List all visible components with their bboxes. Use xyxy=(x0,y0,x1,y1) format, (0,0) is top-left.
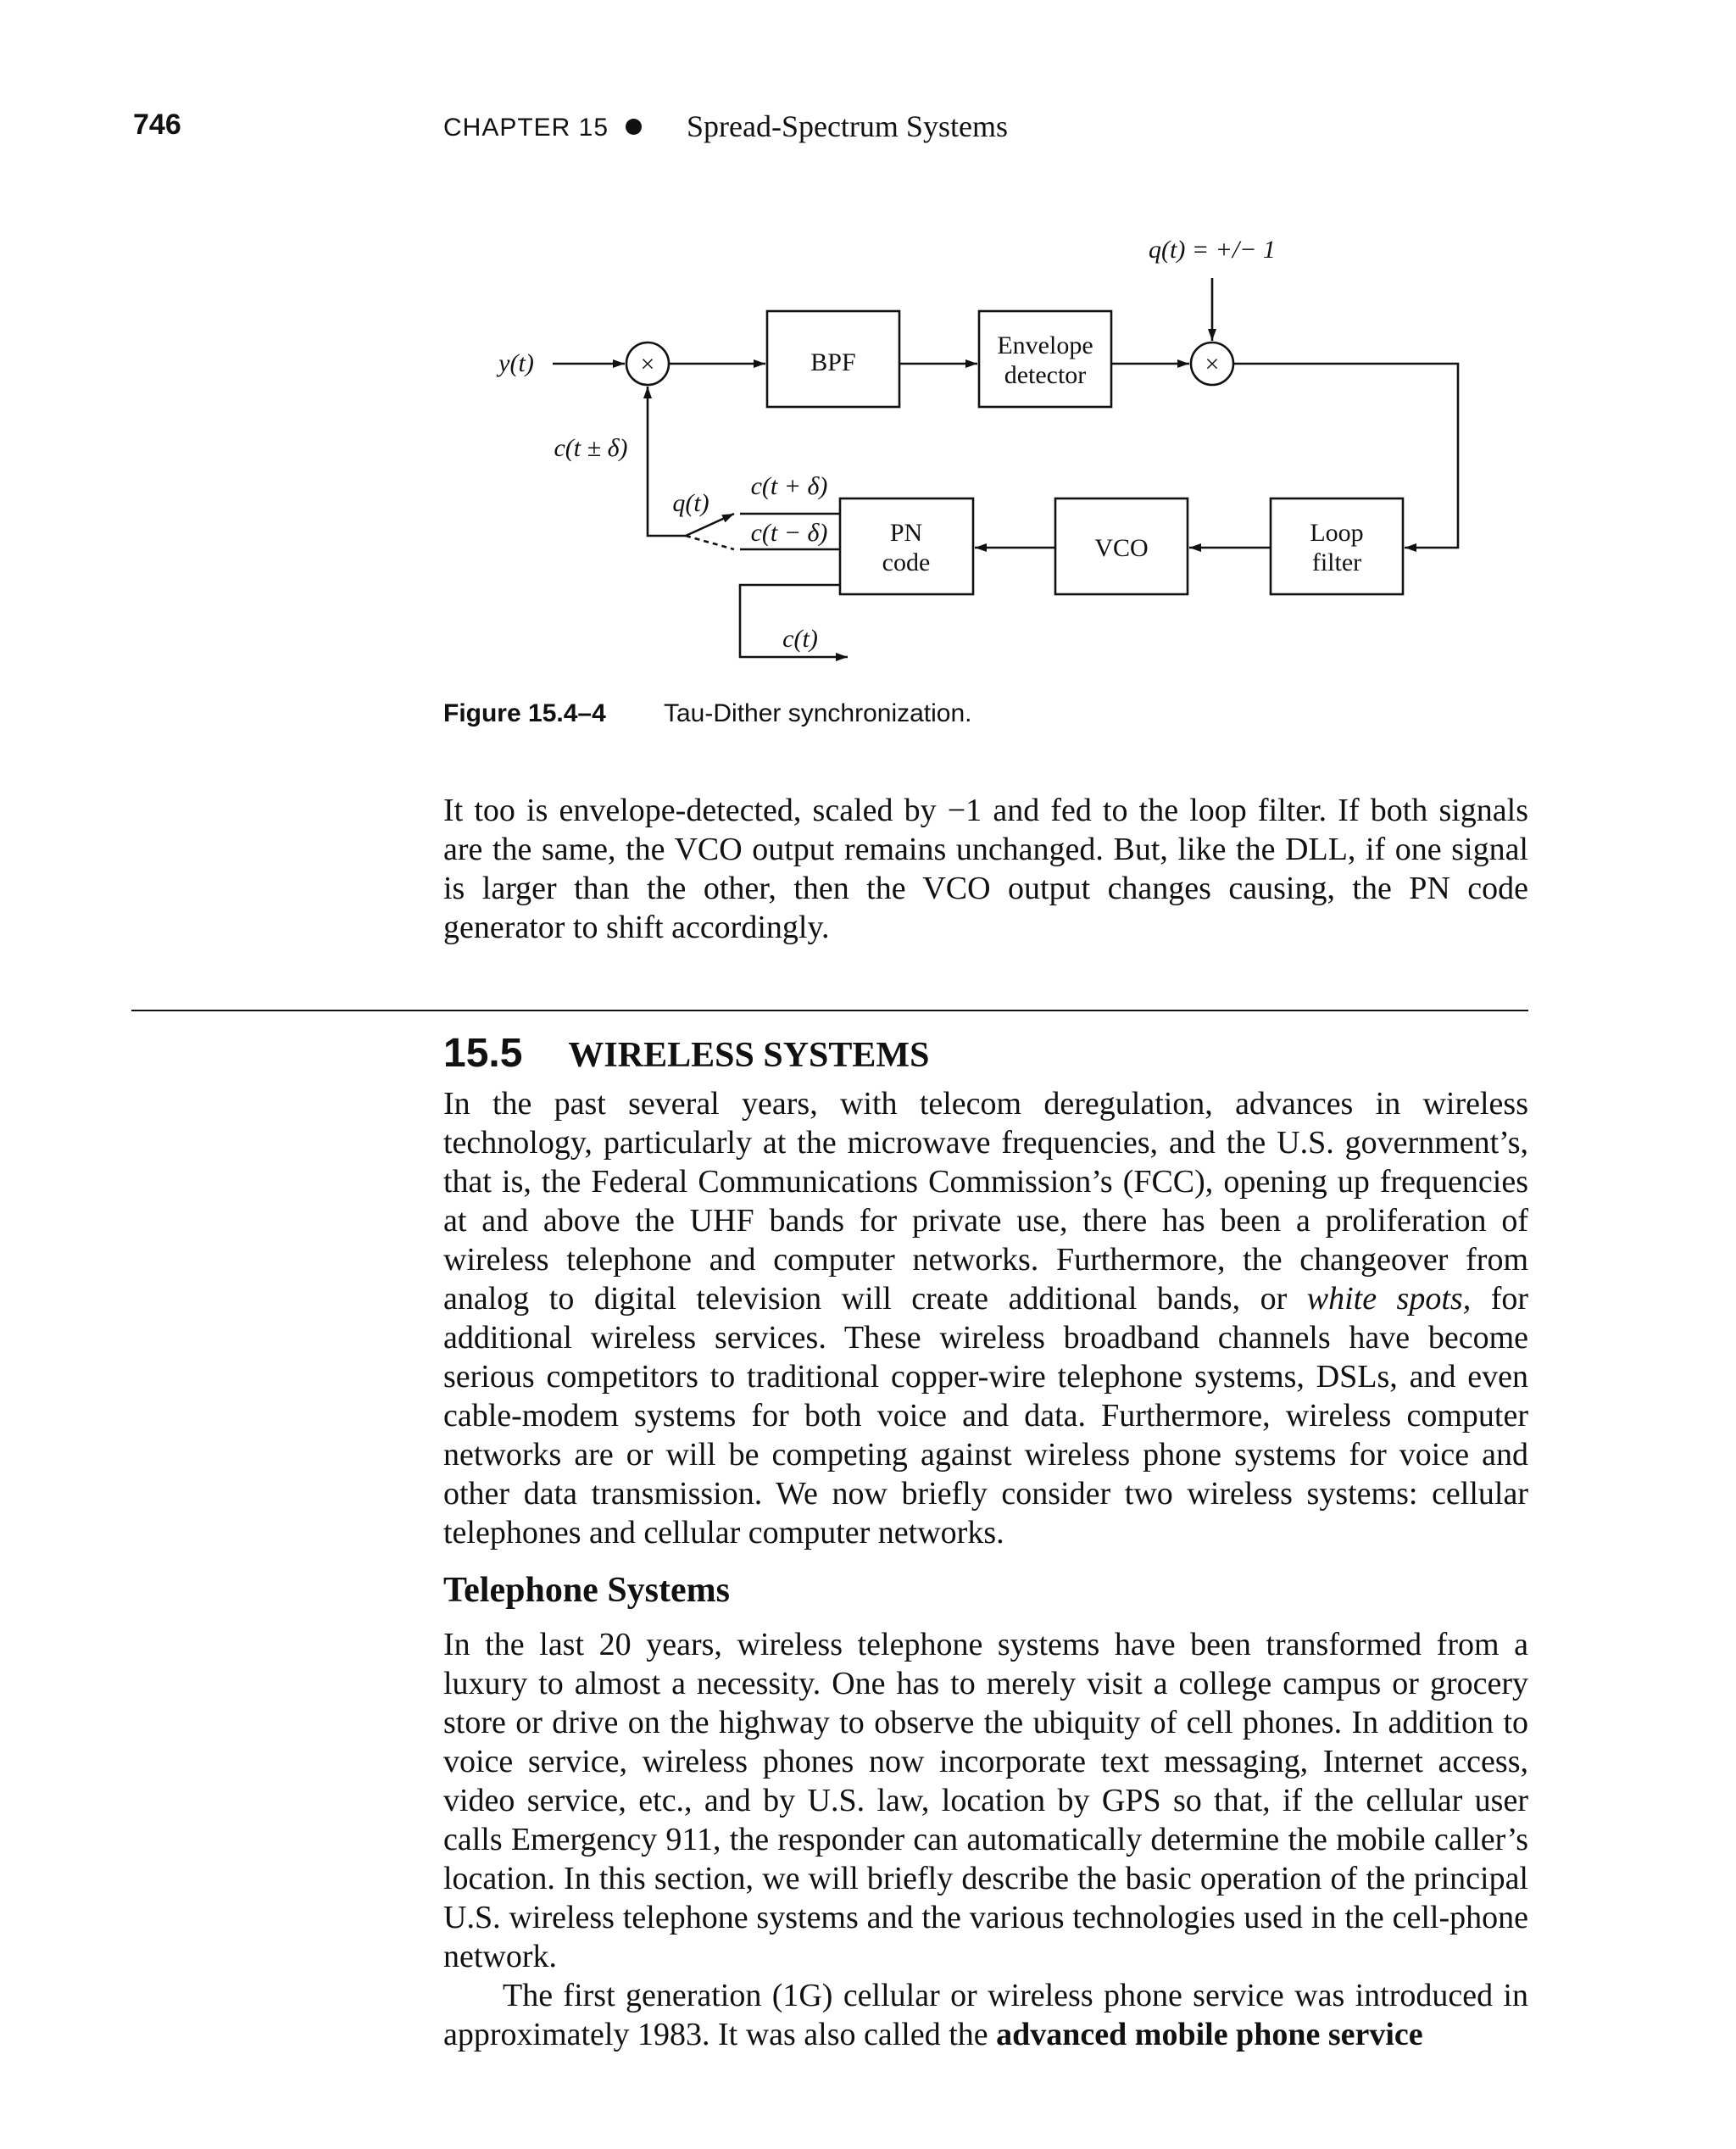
paragraph-wireless xyxy=(443,1084,1528,1552)
q-equation-label: q(t) = +/− 1 xyxy=(1149,236,1276,264)
chapter-label: CHAPTER 15 xyxy=(443,114,609,142)
figure-number: Figure 15.4–4 xyxy=(443,699,606,727)
multiplier-1-symbol: × xyxy=(640,350,655,378)
paragraph-envelope: It too is envelope-detected, scaled by −1 and fed to the loop filter. If both signals are the same, the VCO output remains unchanged. But, like the DLL, if one signal is larger than the other, then the VCO output changes causing, the PN code generator to shift accordingly. xyxy=(443,793,1528,945)
chapter-title: Spread-Spectrum Systems xyxy=(687,109,1008,143)
paragraph-telephone-part-1: In the last 20 years, wireless telephone systems have been transformed from a luxury to almost a necessity. One has to merely visit a college campus or grocery store or drive on the highway to observe the ubiquity of cell phones. In addition to voice service, wireless phones now incorporate text messaging, Internet access, video service, etc., and by U.S. law, location by GPS so that, if the cellular user calls Emergency 911, the responder can automatically determine the mobile caller’s location. In this section, we will briefly describe the basic operation of the principal U.S. wireless telephone systems and the various technologies used in the cell-phone network. xyxy=(443,1627,1528,1974)
tau-dither-diagram xyxy=(0,0,1736,695)
multiplier-2-symbol: × xyxy=(1205,350,1220,378)
amps-term: advanced mobile phone service xyxy=(996,2017,1423,2052)
c-minus-delta-label: c(t − δ) xyxy=(750,519,828,547)
q-switch-label: q(t) xyxy=(672,489,709,517)
input-label: y(t) xyxy=(498,349,534,377)
code-label: code xyxy=(882,548,931,576)
pn-label: PN xyxy=(889,519,923,547)
envelope-label: Envelope xyxy=(997,331,1093,359)
section-divider xyxy=(131,1010,1528,1011)
subsection-title: Telephone Systems xyxy=(443,1571,730,1610)
bpf-label: BPF xyxy=(810,348,856,376)
section-heading xyxy=(443,1030,929,1077)
white-spots-term: white spots, xyxy=(1306,1281,1472,1317)
paragraph-wireless-part-b: for additional wireless services. These wireless broadband channels have become serious competitors to traditional copper-wire telephone systems, DSLs, and even cable-modem systems for both voice and data. Furthermore, wireless computer networks are or will be competing against wireless phone systems for voice and other data transmission. We now briefly consider two wireless systems: cellular telephones and cellular computer networks. xyxy=(443,1281,1529,1551)
page-number: 746 xyxy=(133,109,181,141)
paragraph-wireless-part-a: In the past several years, with telecom deregulation, advances in wireless technology, particularly at the microwave frequencies, and the U.S. government’s, that is, the Federal Communications Commission’s (FCC), opening up frequencies at and above the UHF bands for private use, there has been a proliferation of wireless telephone and computer networks. Furthermore, the changeover from analog to digital television will create additional bands, or xyxy=(443,1086,1528,1317)
figure-caption-text: Tau-Dither synchronization. xyxy=(664,699,972,727)
section-number: 15.5 xyxy=(443,1031,523,1076)
filter-label: filter xyxy=(1311,548,1362,576)
figure-caption xyxy=(443,699,972,728)
paragraph-telephone xyxy=(443,1625,1528,2054)
loop-label: Loop xyxy=(1310,519,1364,547)
c-output-label: c(t) xyxy=(782,625,818,653)
c-plus-delta-label: c(t + δ) xyxy=(750,472,828,500)
section-title: WIRELESS SYSTEMS xyxy=(568,1036,930,1075)
vco-label: VCO xyxy=(1094,534,1149,562)
detector-label: detector xyxy=(1004,361,1087,389)
c-pm-delta-label: c(t ± δ) xyxy=(554,434,628,462)
paragraph-telephone-part-2: The first generation (1G) cellular or wireless phone service was introduced in approximately 1983. It was also called the xyxy=(443,1978,1528,2052)
